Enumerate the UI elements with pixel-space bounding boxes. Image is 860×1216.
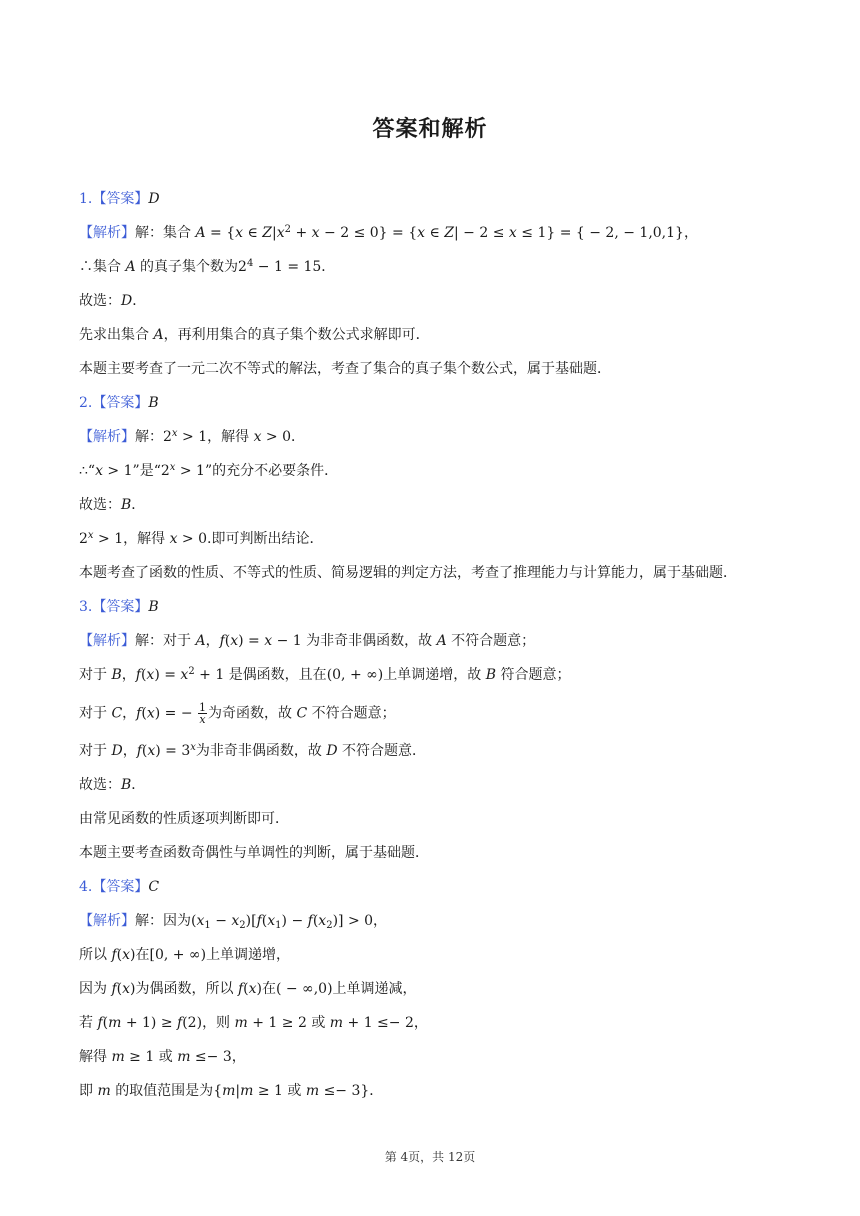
q2-method-line: $2^x > 1$，解得 x > 0.即可判断出结论． bbox=[79, 530, 324, 547]
q3-summary-line: 本题主要考查函数奇偶性与单调性的判断，属于基础题． bbox=[79, 845, 429, 861]
q1-analysis-line-1: 【解析】解：集合 A = {x ∈ $Z|x^2 + x - 2 \le 0\} = \{x$ ∈ Z| − 2 ≤ x ≤ 1} = { − 2, − 1,0,1}， bbox=[79, 224, 698, 241]
q3-analysis-line-1: 【解析】解：对于 A，f(x) = x − 1 为非奇非偶函数，故 A 不符合题意； bbox=[79, 633, 536, 649]
q4-analysis-line-6: 即 m 的取值范围是为{m|m ≥ 1 或 m ≤− 3}． bbox=[79, 1083, 384, 1099]
q3-answer: B bbox=[148, 599, 159, 615]
q2-choice-line: 故选：B． bbox=[79, 497, 146, 513]
q4-answer-line: 4.【答案】C bbox=[79, 879, 160, 895]
q3-analysis-line-3: 对于 C，f(x) = − $\frac{1}{x}$ 为奇函数，故 C 不符合题意； bbox=[79, 701, 396, 726]
q1-number: 1. bbox=[79, 191, 93, 207]
q2-answer-line: 2.【答案】B bbox=[79, 395, 159, 411]
q2-summary-line: 本题考查了函数的性质、不等式的性质、简易逻辑的判定方法，考查了推理能力与计算能力，属于基础题． bbox=[79, 565, 737, 581]
q4-answer: C bbox=[148, 879, 160, 895]
q2-analysis-line-2: ∴“x > 1”是“$2^x > 1$”的充分不必要条件． bbox=[79, 462, 339, 479]
answer-tag: 【答案】 bbox=[92, 191, 149, 207]
page-footer: 第 4页，共 12页 bbox=[384, 1150, 476, 1164]
q3-method-line: 由常见函数的性质逐项判断即可． bbox=[79, 811, 289, 827]
q3-number: 3. bbox=[79, 599, 93, 615]
q4-analysis-line-2: 所以 f(x)在[0, + ∞)上单调递增， bbox=[79, 947, 291, 963]
q4-number: 4. bbox=[79, 879, 93, 895]
page-title: 答案和解析 bbox=[372, 117, 488, 142]
q2-number: 2. bbox=[79, 395, 93, 411]
q1-summary-line: 本题主要考查了一元二次不等式的解法，考查了集合的真子集个数公式，属于基础题． bbox=[79, 361, 611, 377]
q3-analysis-line-4: 对于 D，$f(x) = 3^x$为非奇非偶函数，故 D 不符合题意． bbox=[79, 742, 427, 759]
analysis-tag: 【解析】 bbox=[79, 225, 135, 241]
q3-answer-line: 3.【答案】B bbox=[79, 599, 159, 615]
q4-analysis-line-1: 【解析】解：因为$(x_1 - x_2)[f(x_1) - f(x_2)] > 0$， bbox=[79, 913, 388, 931]
q2-answer: B bbox=[148, 395, 159, 411]
q4-analysis-line-5: 解得 m ≥ 1 或 m ≤− 3， bbox=[79, 1049, 246, 1065]
q1-answer-line bbox=[79, 189, 160, 209]
q2-analysis-line-1: 【解析】解：$2^x > 1$，解得 x > 0． bbox=[79, 428, 306, 445]
q3-choice-line: 故选：B． bbox=[79, 777, 146, 793]
q4-analysis-line-4: 若 f(m + 1) ≥ f(2)，则 m + 1 ≥ 2 或 m + 1 ≤− 2， bbox=[79, 1015, 428, 1031]
fraction-one-over-x: $\frac{1}{x}$ bbox=[199, 701, 207, 726]
q3-analysis-line-2: 对于 B，$f(x) = x^2 + 1$ 是偶函数，且在(0, + ∞)上单调递增，故 B 符合题意； bbox=[79, 666, 571, 683]
q1-method-line: 先求出集合 A，再利用集合的真子集个数公式求解即可． bbox=[79, 327, 430, 343]
q1-answer: D bbox=[148, 191, 160, 207]
q4-analysis-line-3: 因为 f(x)为偶函数，所以 f(x)在( − ∞,0)上单调递减， bbox=[79, 981, 417, 997]
q1-analysis-line-2: ∴集合 A 的真子集个数为$2^4 - 1 = 15$． bbox=[79, 258, 336, 275]
q1-choice-line: 故选：D． bbox=[79, 293, 147, 309]
